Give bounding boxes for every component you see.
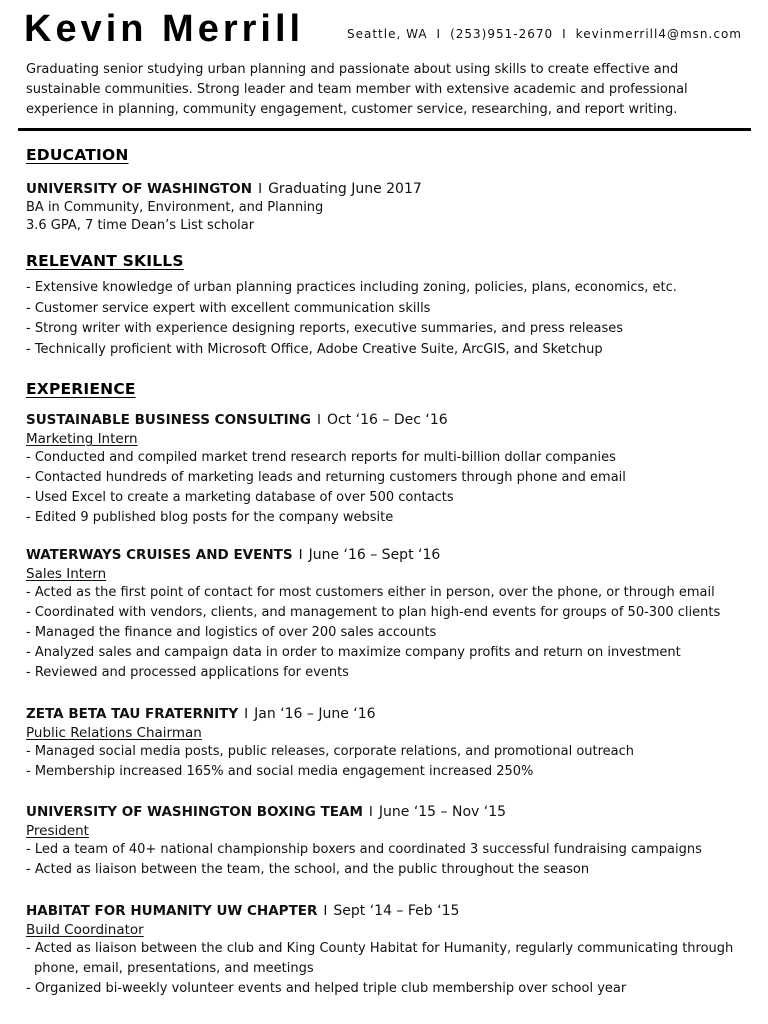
job-bullets — [26, 583, 756, 683]
job-date: Oct ‘16 – Dec ‘16 — [327, 412, 448, 428]
job-bullet: - Conducted and compiled market trend research reports for multi-billion dollar companies — [26, 448, 756, 468]
job-bullet: - Analyzed sales and campaign data in order to maximize company profits and return on investment — [26, 643, 756, 663]
degree: BA in Community, Environment, and Planning — [26, 200, 324, 215]
experience-heading: EXPERIENCE — [26, 380, 136, 398]
job-entry — [26, 901, 756, 999]
job-bullets — [26, 448, 756, 528]
job-bullets — [26, 939, 756, 999]
job-bullet: - Membership increased 165% and social media engagement increased 250% — [26, 762, 756, 782]
job-title — [26, 545, 756, 565]
job-bullet: - Acted as the first point of contact for most customers either in person, over the phone, or through email — [26, 583, 756, 603]
job-title — [26, 704, 756, 724]
job-org: ZETA BETA TAU FRATERNITY — [26, 706, 239, 722]
job-bullet: - Managed social media posts, public releases, corporate relations, and promotional outreach — [26, 742, 756, 762]
job-title — [26, 901, 756, 921]
job-bullet: - Used Excel to create a marketing database of over 500 contacts — [26, 488, 756, 508]
skills-heading: RELEVANT SKILLS — [26, 252, 184, 270]
job-entry — [26, 704, 756, 782]
title-separator: I — [317, 412, 321, 428]
job-bullet: - Acted as liaison between the club and King County Habitat for Humanity, regularly communicating through phone, email, presentations, and meetings — [26, 939, 756, 979]
header-divider — [18, 128, 751, 131]
education-entry — [26, 179, 756, 235]
job-date: Sept ‘14 – Feb ‘15 — [333, 903, 460, 919]
location: Seattle, WA — [347, 27, 428, 41]
job-entry — [26, 410, 756, 528]
contact-info — [347, 27, 742, 41]
job-entry — [26, 545, 756, 683]
skills-list — [26, 278, 756, 360]
title-separator: I — [244, 706, 249, 722]
job-bullet: - Managed the finance and logistics of over 200 sales accounts — [26, 623, 756, 643]
title-separator: I — [258, 181, 263, 197]
contact-separator: I — [436, 27, 442, 41]
job-title — [26, 802, 756, 822]
job-org: HABITAT FOR HUMANITY UW CHAPTER — [26, 903, 318, 919]
job-date: June ‘16 – Sept ‘16 — [308, 547, 441, 563]
school-name: UNIVERSITY OF WASHINGTON — [26, 181, 253, 197]
job-role: Marketing Intern — [26, 431, 138, 447]
job-bullet: - Edited 9 published blog posts for the company website — [26, 508, 756, 528]
title-separator: I — [323, 903, 328, 919]
skill-item: - Strong writer with experience designing reports, executive summaries, and press releases — [26, 319, 756, 340]
phone-number: (253)951-2670 — [450, 27, 554, 41]
contact-separator: I — [562, 27, 567, 41]
skill-item: - Technically proficient with Microsoft Office, Adobe Creative Suite, ArcGIS, and Sketchup — [26, 340, 756, 361]
email-address[interactable]: kevinmerrill4@msn.com — [575, 27, 742, 41]
summary-paragraph: Graduating senior studying urban planning and passionate about using skills to create effective and sustainable communities. Strong leader and team member with extensive academic and professional experience in planning, community engagement, customer service, researching, and report writing. — [26, 62, 688, 117]
job-title — [26, 410, 756, 430]
skill-item: - Extensive knowledge of urban planning practices including zoning, policies, plans, economics, etc. — [26, 278, 756, 299]
job-org: UNIVERSITY OF WASHINGTON BOXING TEAM — [26, 804, 363, 820]
job-date: Jan ‘16 – June ‘16 — [254, 706, 376, 722]
skill-item: - Customer service expert with excellent communication skills — [26, 299, 756, 320]
job-bullet: - Reviewed and processed applications for events — [26, 663, 756, 683]
job-bullets — [26, 840, 756, 880]
job-bullets — [26, 742, 756, 782]
honors: 3.6 GPA, 7 time Dean’s List scholar — [26, 218, 255, 233]
job-bullet: - Acted as liaison between the team, the school, and the public throughout the season — [26, 860, 756, 880]
title-separator: I — [298, 547, 303, 563]
job-role: Sales Intern — [26, 566, 107, 582]
job-org: WATERWAYS CRUISES AND EVENTS — [26, 547, 293, 563]
job-bullet: - Led a team of 40+ national championship boxers and coordinated 3 successful fundraising campaigns — [26, 840, 756, 860]
job-org: SUSTAINABLE BUSINESS CONSULTING — [26, 412, 312, 428]
skills-section — [26, 278, 756, 360]
education-heading: EDUCATION — [26, 146, 129, 164]
education-title — [26, 179, 756, 199]
graduation-date: Graduating June 2017 — [268, 181, 422, 197]
job-date: June ‘15 – Nov ‘15 — [378, 804, 507, 820]
job-role: Build Coordinator — [26, 922, 144, 938]
job-bullet: - Coordinated with vendors, clients, and management to plan high-end events for groups of 50-300 clients — [26, 603, 756, 623]
job-role: President — [26, 823, 89, 839]
title-separator: I — [368, 804, 373, 820]
job-bullet: - Organized bi-weekly volunteer events and helped triple club membership over school year — [26, 979, 756, 999]
job-role: Public Relations Chairman — [26, 725, 202, 741]
job-bullet: - Contacted hundreds of marketing leads and returning customers through phone and email — [26, 468, 756, 488]
job-entry — [26, 802, 756, 880]
candidate-name: Kevin Merrill — [24, 8, 305, 50]
